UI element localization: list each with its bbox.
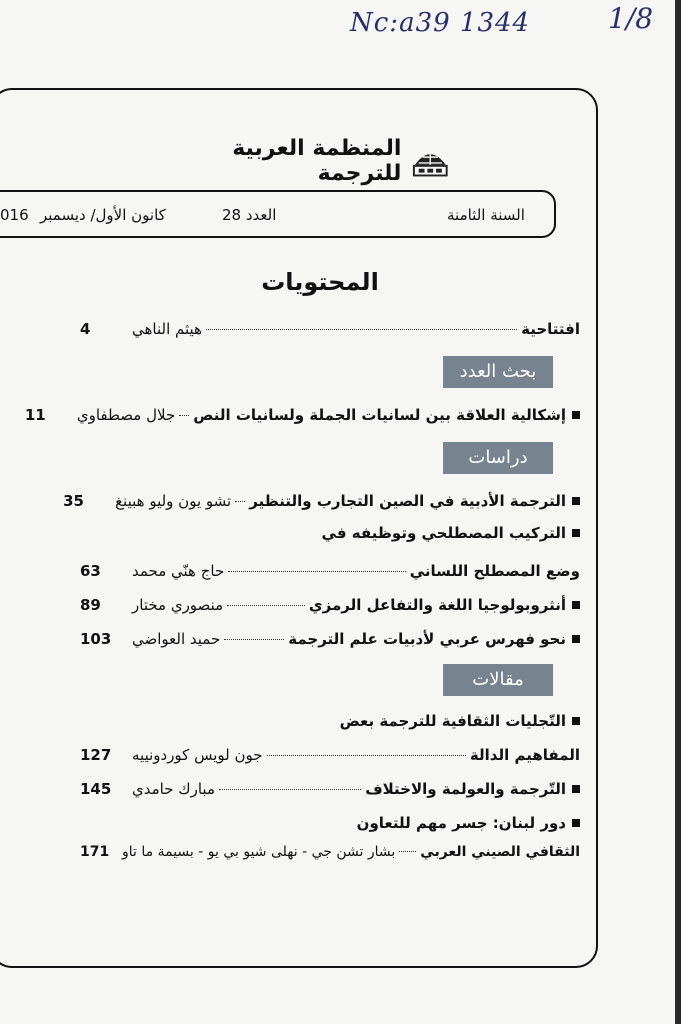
dot-leader: [227, 605, 305, 606]
contents-title: المحتويات: [261, 268, 379, 296]
toc-entry: [80, 746, 580, 770]
organization-logo-icon: [411, 143, 450, 179]
bullet-icon: [572, 785, 580, 793]
bullet-icon: [572, 819, 580, 827]
section-research: بحث العدد: [443, 356, 553, 388]
entry-author: منصوري مختار: [132, 596, 224, 614]
toc-entry: [63, 492, 580, 516]
entry-author: بشار تشن جي - نهلى شيو بي يو - بسيمة ما تاو: [122, 844, 396, 860]
entry-page: 145: [80, 780, 112, 798]
dot-leader: [206, 329, 517, 330]
bullet-icon: [572, 717, 580, 725]
entry-title: افتتاحية: [521, 320, 580, 338]
bullet-icon: [572, 601, 580, 609]
entry-title: إشكالية العلاقة بين لسانيات الجملة ولسانيات النص: [193, 406, 566, 424]
entry-title: الثقافي الصيني العربي: [420, 844, 580, 860]
dot-leader: [179, 415, 189, 416]
entry-page: 35: [63, 492, 84, 510]
toc-entry: [80, 780, 580, 804]
dot-leader: [267, 755, 466, 756]
entry-title: دور لبنان: جسر مهم للتعاون: [356, 814, 566, 832]
issue-number: العدد 28: [222, 206, 277, 224]
toc-entry: [80, 844, 580, 868]
bullet-icon: [572, 411, 580, 419]
entry-title: أنثروبولوجيا اللغة والتفاعل الرمزي: [308, 596, 566, 614]
entry-title: الترجمة الأدبية في الصين التجارب والتنظير: [249, 492, 566, 510]
entry-page: 103: [80, 630, 112, 648]
issue-year-number: 016: [0, 206, 29, 224]
toc-entry: [80, 562, 580, 586]
entry-title: نحو فهرس عربي لأدبيات علم الترجمة: [288, 630, 566, 648]
entry-author: جلال مصطفاوي: [76, 406, 176, 424]
entry-page: 4: [80, 320, 91, 338]
entry-page: 127: [80, 746, 112, 764]
toc-entry: [24, 406, 580, 430]
entry-author: تشو يون وليو هبينغ: [115, 492, 232, 510]
handwritten-page-count: 1/8: [608, 2, 654, 35]
toc-entry-editorial: [80, 320, 580, 344]
bullet-icon: [572, 497, 580, 505]
entry-page: 171: [80, 844, 110, 860]
dot-leader: [224, 639, 284, 640]
toc-entry: [80, 814, 580, 838]
entry-title: التّجليات الثقافية للترجمة بعض: [339, 712, 566, 730]
entry-title: التركيب المصطلحي وتوظيفه في: [321, 524, 566, 542]
dot-leader: [235, 501, 245, 502]
entry-author: هيثم الناهي: [132, 320, 202, 338]
dot-leader: [228, 571, 405, 572]
toc-entry: [80, 596, 580, 620]
dot-leader: [399, 851, 416, 852]
entry-author: جون لويس كوردونييه: [132, 746, 263, 764]
section-articles: مقالات: [443, 664, 553, 696]
section-studies: دراسات: [443, 442, 553, 474]
handwritten-catalog-number: Nc:a39 1344: [350, 8, 531, 38]
entry-title: المفاهيم الدالة: [469, 746, 580, 764]
issue-year: السنة الثامنة: [447, 206, 525, 224]
entry-page: 89: [80, 596, 101, 614]
entry-title: التّرجمة والعولمة والاختلاف: [365, 780, 566, 798]
page-edge-shadow: [675, 0, 681, 1024]
toc-entry: [80, 524, 580, 548]
entry-author: مبارك حامدي: [132, 780, 215, 798]
entry-page: 11: [24, 406, 46, 424]
dot-leader: [219, 789, 361, 790]
entry-author: حميد العواضي: [132, 630, 221, 648]
entry-author: حاج هنّي محمد: [132, 562, 225, 580]
bullet-icon: [572, 529, 580, 537]
organization-header: [150, 136, 450, 186]
issue-date: كانون الأول/ ديسمبر: [40, 206, 166, 224]
entry-page: 63: [80, 562, 101, 580]
toc-entry: [80, 630, 580, 654]
bullet-icon: [572, 635, 580, 643]
toc-entry: [80, 712, 580, 736]
entry-title: وضع المصطلح اللساني: [409, 562, 580, 580]
organization-name: المنظمة العربية للترجمة: [232, 136, 402, 186]
